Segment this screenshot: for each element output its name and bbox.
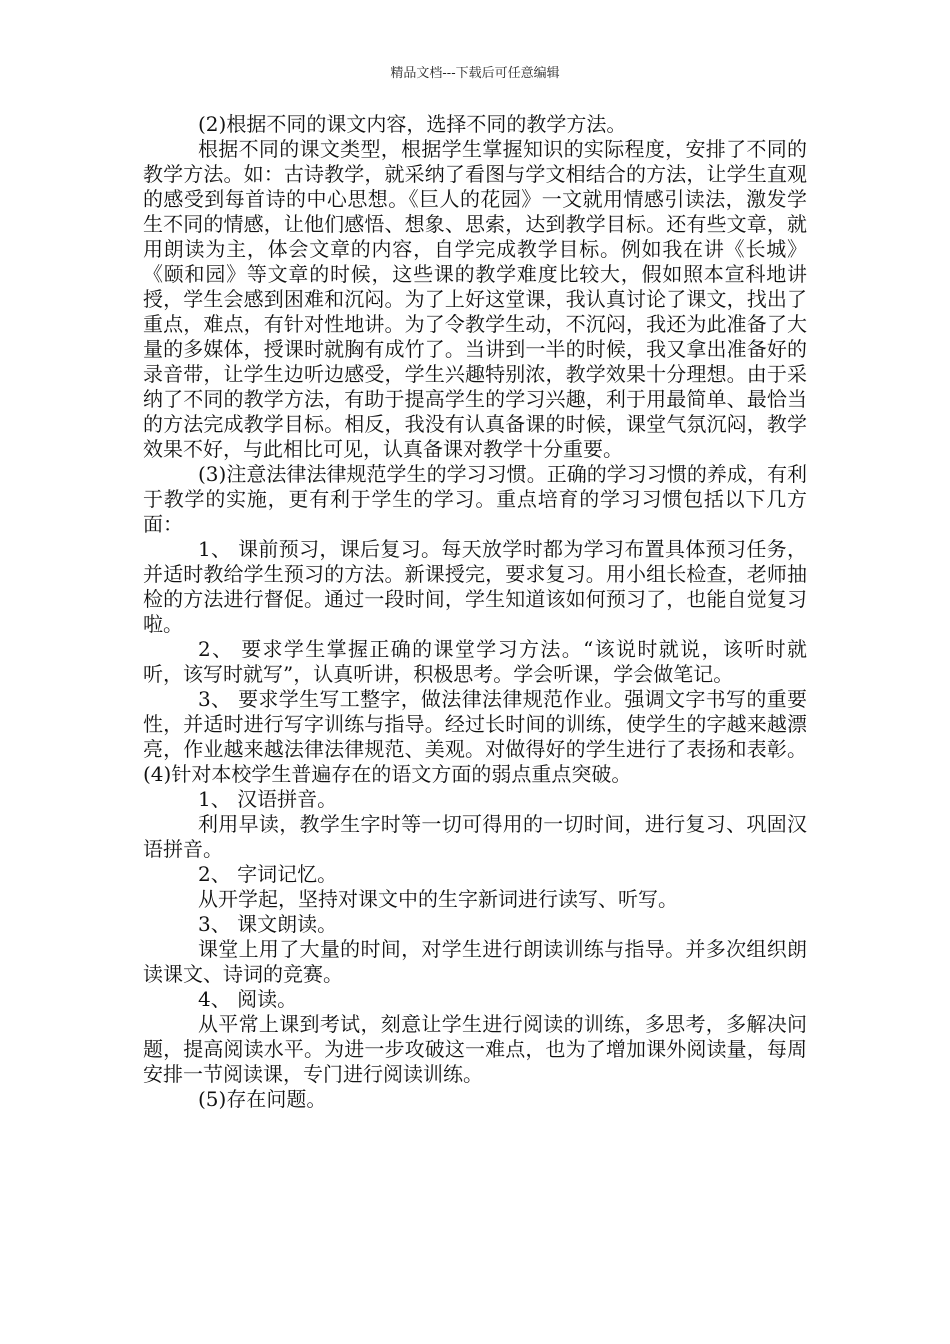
list-item-reading-aloud: 3、 课文朗读。 <box>198 912 338 936</box>
paragraph-reading: 从平常上课到考试，刻意让学生进行阅读的训练，多思考，多解决问题，提高阅读水平。为进一步攻破这一难点，也为了增加课外阅读量，每周安排一节阅读课，专门进行阅读训练。 <box>143 1012 807 1086</box>
list-item-reading: 4、 阅读。 <box>198 987 298 1011</box>
document-body <box>143 112 807 1112</box>
list-item-classroom-methods: 2、 要求学生掌握正确的课堂学习方法。“该说时就说，该听时就听，该写时就写”，认真听讲，积极思考。学会听课，学会做笔记。 <box>143 637 807 686</box>
list-item-handwriting: 3、 要求学生写工整字，做法律法律规范作业。强调文字书写的重要性，并适时进行写字训练与指导。经过长时间的训练，使学生的字越来越漂亮，作业越来越法律法律规范、美观。对做得好的学生进行了表扬和表彰。 (4)针对本校学生普遍存在的语文方面的弱点重点突破。 <box>143 687 807 786</box>
section-heading-3: (3)注意法律法律规范学生的学习习惯。正确的学习习惯的养成，有利于教学的实施，更有利于学生的学习。重点培育的学习习惯包括以下几方面： <box>143 462 807 536</box>
paragraph-teaching-methods: 根据不同的课文类型，根据学生掌握知识的实际程度，安排了不同的教学方法。如：古诗教学，就采纳了看图与学文相结合的方法，让学生直观的感受到每首诗的中心思想。《巨人的花园》一文就用情感引读法，激发学生不同的情感，让他们感悟、想象、思索，达到教学目标。还有些文章，就用朗读为主，体会文章的内容，自学完成教学目标。例如我在讲《长城》《颐和园》等文章的时候，这些课的教学难度比较大，假如照本宣科地讲授，学生会感到困难和沉闷。为了上好这堂课，我认真讨论了课文，找出了重点，难点，有针对性地讲。为了令教学生动，不沉闷，我还为此准备了大量的多媒体，授课时就胸有成竹了。当讲到一半的时候，我又拿出准备好的录音带，让学生边听边感受，学生兴趣特别浓，教学效果十分理想。由于采纳了不同的教学方法，有助于提高学生的学习兴趣，利于用最简单、最恰当的方法完成教学目标。相反，我没有认真备课的时候，课堂气氛沉闷，教学效果不好，与此相比可见，认真备课对教学十分重要。 <box>143 137 807 461</box>
paragraph-vocabulary: 从开学起，坚持对课文中的生字新词进行读写、听写。 <box>198 887 678 911</box>
list-item-vocabulary: 2、 字词记忆。 <box>198 862 338 886</box>
list-item-pinyin: 1、 汉语拼音。 <box>198 787 338 811</box>
paragraph-reading-aloud: 课堂上用了大量的时间，对学生进行朗读训练与指导。并多次组织朗读课文、诗词的竞赛。 <box>143 937 807 986</box>
paragraph-pinyin: 利用早读，教学生字时等一切可得用的一切时间，进行复习、巩固汉语拼音。 <box>143 812 807 861</box>
list-item-preview-review: 1、 课前预习，课后复习。每天放学时都为学习布置具体预习任务，并适时教给学生预习的方法。新课授完，要求复习。用小组长检查，老师抽检的方法进行督促。通过一段时间，学生知道该如何预习了，也能自觉复习啦。 <box>143 537 807 636</box>
section-heading-5: (5)存在问题。 <box>198 1087 327 1111</box>
section-heading-2: (2)根据不同的课文内容，选择不同的教学方法。 <box>198 112 627 136</box>
page-header: 精品文档---下载后可任意编辑 <box>390 66 560 81</box>
